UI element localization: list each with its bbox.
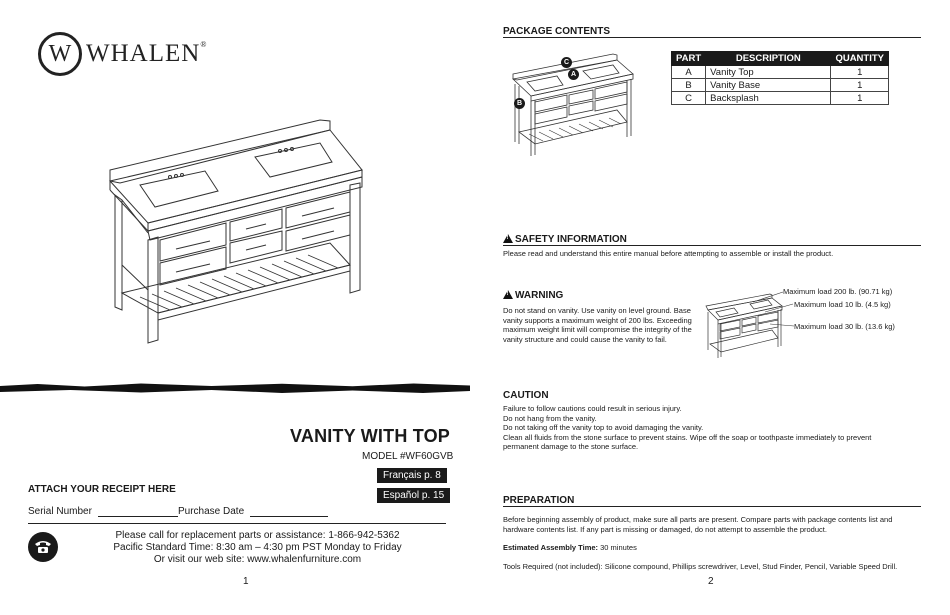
callout-a: A — [568, 69, 579, 80]
safety-text: Please read and understand this entire manual before attempting to assemble or install the product. — [503, 249, 834, 258]
parts-table — [671, 51, 889, 105]
package-contents-title: PACKAGE CONTENTS — [503, 26, 611, 37]
caution-line: Clean all fluids from the stone surface to prevent stains. Wipe off the soap or toothpaste immediately to prevent permanent damage to the stone surface. — [503, 432, 872, 451]
receipt-label: ATTACH YOUR RECEIPT HERE — [28, 484, 176, 495]
phone-icon — [28, 532, 58, 562]
quantity-cell: 1 — [831, 66, 889, 79]
header-part: PART — [672, 52, 706, 66]
brand-logo — [38, 32, 207, 76]
part-cell: C — [672, 92, 706, 105]
model-number: MODEL #WF60GVB — [362, 451, 454, 462]
assembly-time-label: Estimated Assembly Time: — [503, 543, 599, 552]
vanity-illustration-large — [100, 115, 370, 345]
caution-line: Do not hang from the vanity. — [503, 413, 597, 423]
page-number-left: 1 — [243, 576, 249, 587]
quantity-cell: 1 — [831, 79, 889, 92]
load-label-shelf: Maximum load 30 lb. (13.6 kg) — [794, 322, 895, 331]
logo-wordmark — [86, 40, 207, 68]
callout-c: C — [561, 57, 572, 68]
page-divider — [0, 383, 470, 393]
contact-hours: Pacific Standard Time: 8:30 am – 4:30 pm PST Monday to Friday — [113, 542, 402, 553]
logo-monogram: W — [38, 32, 82, 76]
language-badge-french[interactable]: Français p. 8 — [377, 468, 447, 483]
preparation-title: PREPARATION — [503, 495, 575, 506]
caution-line: Failure to follow cautions could result in serious injury. — [503, 404, 682, 413]
warning-triangle-icon — [503, 290, 513, 299]
assembly-time-value: 30 minutes — [598, 543, 637, 552]
load-callout-lines — [745, 290, 795, 330]
product-title: VANITY WITH TOP — [290, 426, 451, 446]
brand-name: WHALEN — [86, 40, 201, 67]
page-number-right: 2 — [708, 576, 714, 587]
parts-table-header — [672, 52, 889, 66]
warning-title: WARNING — [515, 290, 564, 301]
safety-info-title: SAFETY INFORMATION — [515, 234, 627, 245]
table-row — [672, 92, 889, 105]
safety-rule — [503, 245, 921, 246]
preparation-text: Before beginning assembly of product, make sure all parts are present. Compare parts with package contents list and hardware contents list. If any part is missing or damaged, do not attempt to assemble the product. — [503, 515, 893, 534]
caution-text — [503, 404, 903, 452]
purchase-date-label: Purchase Date — [178, 506, 245, 517]
tools-required: Tools Required (not included): Silicone compound, Phillips screwdriver, Level, Stud Finder, Pencil, Variable Speed Drill. — [503, 562, 898, 571]
load-label-drawer: Maximum load 10 lb. (4.5 kg) — [794, 300, 891, 309]
part-cell: B — [672, 79, 706, 92]
caution-line: Do not taking off the vanity top to avoid damaging the vanity. — [503, 423, 704, 432]
callout-b: B — [514, 98, 525, 109]
table-row — [672, 79, 889, 92]
preparation-rule — [503, 506, 921, 507]
table-row — [672, 66, 889, 79]
description-cell: Vanity Base — [706, 79, 831, 92]
language-badge-spanish[interactable]: Español p. 15 — [377, 488, 450, 503]
caution-title: CAUTION — [503, 390, 549, 401]
purchase-date-line — [250, 516, 328, 517]
contact-phone: Please call for replacement parts or assistance: 1-866-942-5362 — [115, 530, 400, 541]
left-separator — [28, 523, 446, 524]
serial-number-field — [28, 506, 178, 517]
package-contents-rule — [503, 37, 921, 38]
safety-info-heading — [503, 234, 627, 245]
assembly-time — [503, 543, 637, 553]
warning-heading — [503, 290, 563, 301]
load-label-top: Maximum load 200 lb. (90.71 kg) — [783, 287, 893, 296]
description-cell: Backsplash — [706, 92, 831, 105]
contact-website[interactable]: Or visit our web site: www.whalenfurniture.com — [153, 554, 362, 565]
serial-number-label: Serial Number — [28, 506, 92, 517]
brand-reg: ® — [200, 40, 208, 49]
quantity-cell: 1 — [831, 92, 889, 105]
header-quantity: QUANTITY — [831, 52, 889, 66]
purchase-date-field — [178, 506, 328, 517]
header-description: DESCRIPTION — [706, 52, 831, 66]
serial-number-line — [98, 516, 178, 517]
warning-triangle-icon — [503, 234, 513, 243]
description-cell: Vanity Top — [706, 66, 831, 79]
contact-info — [85, 530, 430, 566]
part-cell: A — [672, 66, 706, 79]
warning-text: Do not stand on vanity. Use vanity on level ground. Base vanity supports a maximum weight of 200 lbs. Exceeding maximum weight limit will compromise the integrity of the vanity structure and could cause the vanity to fail. — [503, 306, 692, 344]
